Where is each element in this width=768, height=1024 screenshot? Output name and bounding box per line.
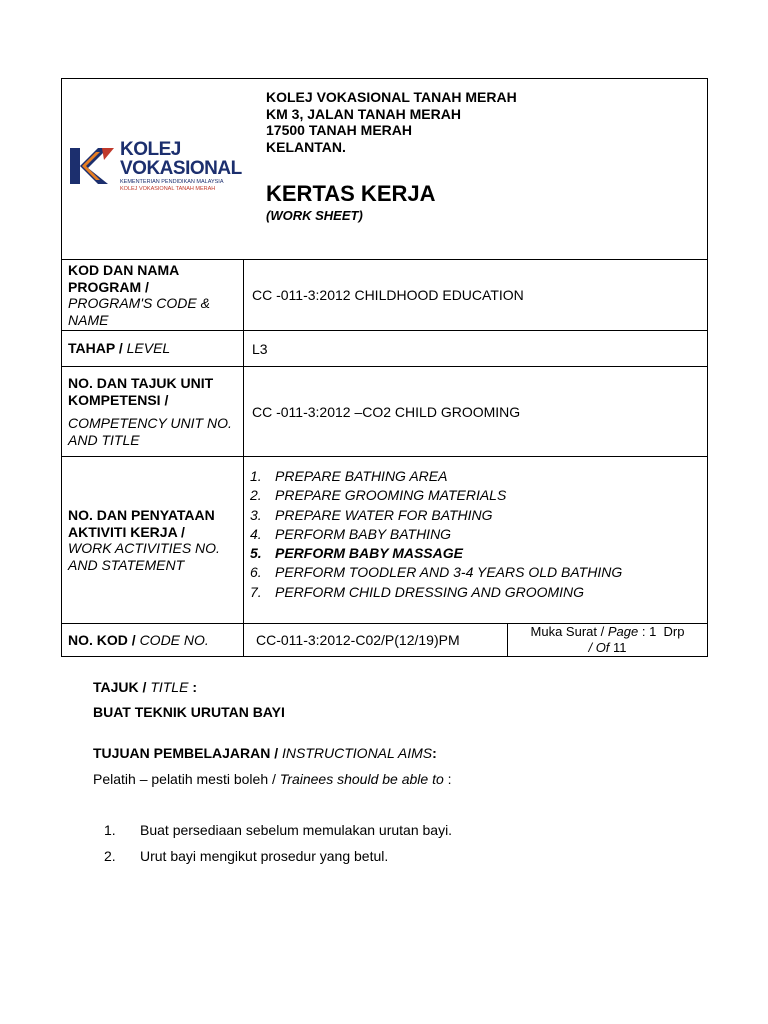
title-value: BUAT TEKNIK URUTAN BAYI bbox=[93, 704, 285, 720]
activities-label-en: WORK ACTIVITIES NO. AND STATEMENT bbox=[68, 540, 220, 573]
logo-word-kolej: KOLEJ bbox=[120, 139, 181, 160]
title-label-line: TAJUK / TITLE : bbox=[93, 679, 197, 695]
level-label-en: LEVEL bbox=[126, 340, 171, 357]
level-value: L3 bbox=[244, 331, 708, 367]
activities-list bbox=[250, 467, 707, 602]
logo-college-name: KOLEJ VOKASIONAL TANAH MERAH bbox=[120, 185, 216, 192]
activity-item: 3. PREPARE WATER FOR BATHING bbox=[250, 506, 493, 523]
address-line: 17500 TANAH MERAH bbox=[266, 122, 412, 138]
unit-label-my: NO. DAN TAJUK UNIT KOMPETENSI / bbox=[68, 375, 214, 408]
aim-item: 1. Buat persediaan sebelum memulakan urutan bayi. bbox=[104, 822, 453, 838]
activity-item-current: 5. PERFORM BABY MASSAGE bbox=[250, 545, 463, 562]
aim-item: 2. Urut bayi mengikut prosedur yang betul. bbox=[104, 848, 389, 864]
document-subtitle: (WORK SHEET) bbox=[266, 208, 363, 223]
activities-label-my: NO. DAN PENYATAAN AKTIVITI KERJA / bbox=[68, 507, 215, 540]
code-label: NO. KOD / CODE NO. bbox=[62, 624, 244, 657]
header-cell bbox=[62, 79, 708, 260]
level-label bbox=[62, 331, 244, 367]
aims-intro: Pelatih – pelatih mesti boleh / Trainees should be able to : bbox=[93, 771, 452, 787]
address-line: KELANTAN. bbox=[266, 138, 346, 155]
activities-cell bbox=[244, 457, 708, 624]
unit-value: CC -011-3:2012 –CO2 CHILD GROOMING bbox=[244, 367, 708, 457]
college-address bbox=[266, 89, 517, 155]
worksheet-table bbox=[61, 78, 708, 657]
page-number-cell: Muka Surat / Page : 1 Drp / Of 11 bbox=[508, 624, 708, 657]
activity-item: 2. PREPARE GROOMING MATERIALS bbox=[250, 487, 507, 504]
unit-label bbox=[62, 367, 244, 457]
program-value: CC -011-3:2012 CHILDHOOD EDUCATION bbox=[244, 260, 708, 331]
address-line: KOLEJ VOKASIONAL TANAH MERAH bbox=[266, 89, 517, 105]
address-line: KM 3, JALAN TANAH MERAH bbox=[266, 105, 461, 122]
program-label-my: KOD DAN NAMA PROGRAM / bbox=[68, 262, 179, 295]
activity-item: 7. PERFORM CHILD DRESSING AND GROOMING bbox=[250, 583, 585, 600]
code-value: CC-011-3:2012-C02/P(12/19)PM bbox=[244, 624, 508, 657]
program-label bbox=[62, 260, 244, 331]
document-title: KERTAS KERJA bbox=[266, 181, 436, 206]
unit-label-en: COMPETENCY UNIT NO. AND TITLE bbox=[68, 415, 232, 448]
level-label-my: TAHAP / bbox=[68, 340, 123, 357]
kv-emblem-icon bbox=[68, 144, 116, 188]
college-logo bbox=[68, 136, 254, 196]
code-label-my: NO. KOD bbox=[68, 631, 128, 648]
activity-item: 6. PERFORM TOODLER AND 3-4 YEARS OLD BATHING bbox=[250, 564, 623, 581]
code-label-en: CODE NO. bbox=[139, 631, 209, 648]
activities-label bbox=[62, 457, 244, 624]
aims-label-line: TUJUAN PEMBELAJARAN / INSTRUCTIONAL AIMS: bbox=[93, 745, 437, 761]
activity-item: 1. PREPARE BATHING AREA bbox=[250, 468, 448, 484]
program-label-en: PROGRAM'S CODE & NAME bbox=[68, 295, 210, 328]
logo-ministry: KEMENTERIAN PENDIDIKAN MALAYSIA bbox=[120, 179, 224, 185]
logo-word-vokasional: VOKASIONAL bbox=[120, 158, 242, 179]
activity-item: 4. PERFORM BABY BATHING bbox=[250, 525, 452, 542]
